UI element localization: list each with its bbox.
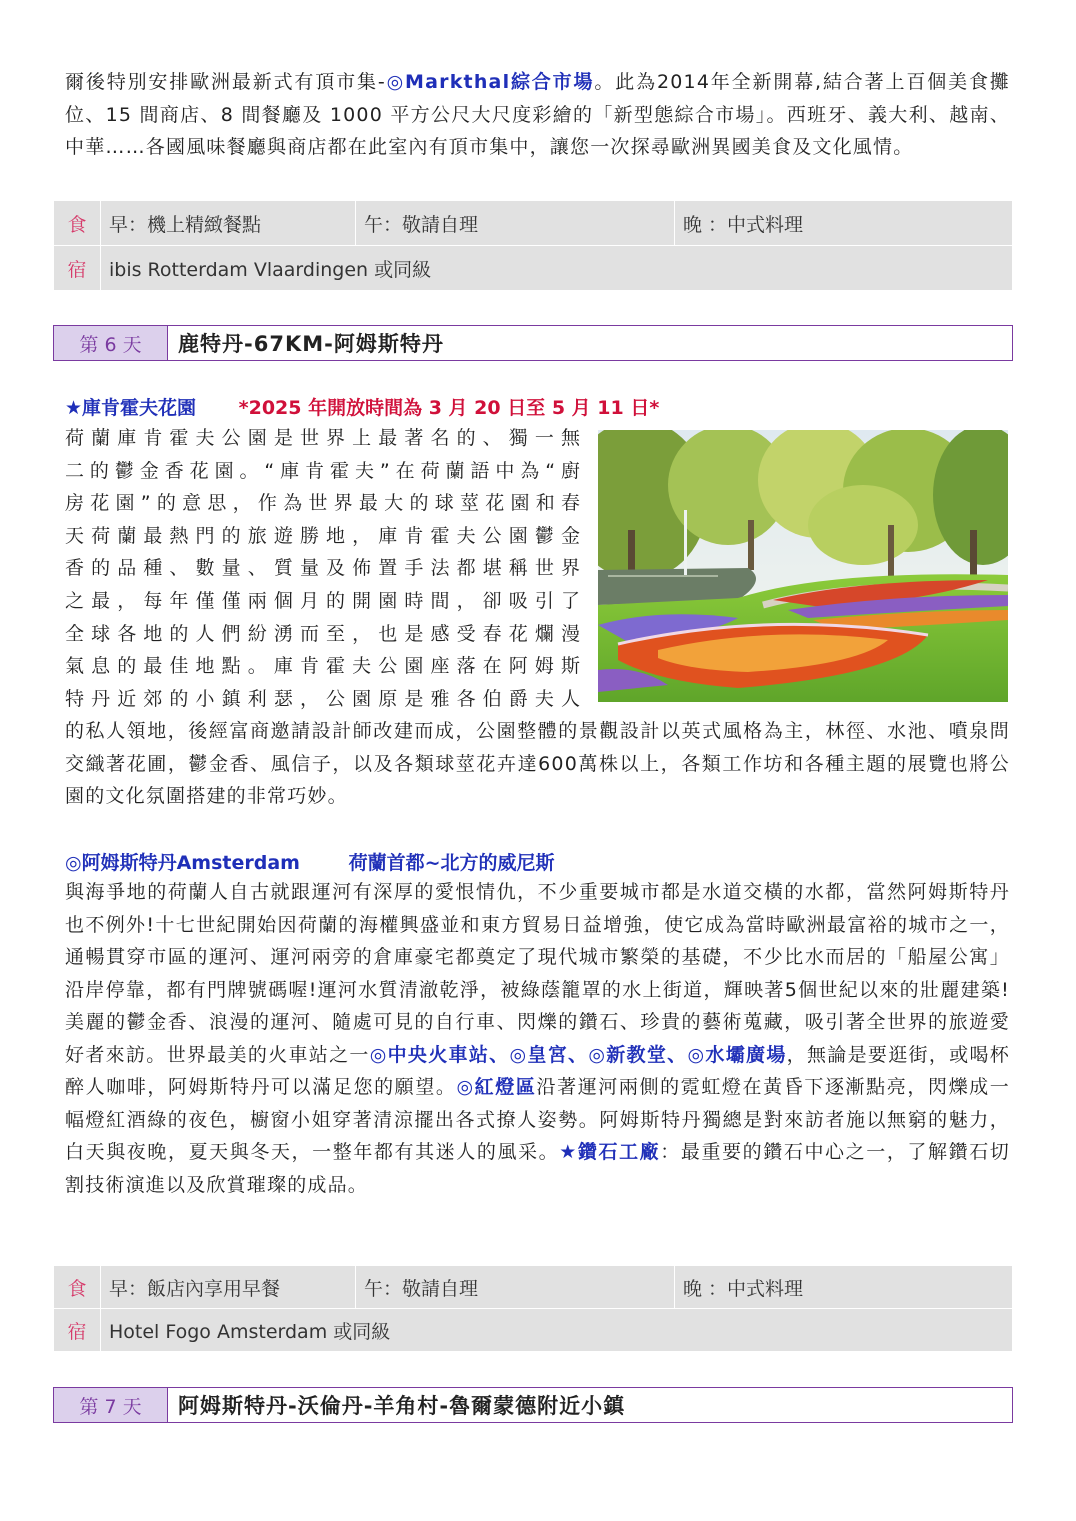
day-label: 第 6 天	[54, 326, 168, 360]
day6-header	[53, 325, 1013, 361]
amsterdam-title-text: ◎阿姆斯特丹Amsterdam	[65, 852, 300, 874]
amsterdam-sights: ◎中央火車站、◎皇宮、◎新教堂、◎水壩廣場	[369, 1043, 787, 1066]
breakfast: 早：飯店內享用早餐	[101, 1266, 356, 1309]
meal-icon: 食	[54, 201, 101, 246]
keukenhof-photo	[598, 430, 1008, 702]
intro-text-rest: 。此為2014年全新開幕,結合著上百個美食攤位、15 間商店、8 間餐廳及 1000 平方公尺大尺度彩繪的「新型態綜合市場」。西班牙、義大利、越南、中華……各國風味餐廳與商店都在此室內有頂市集中，讓您一次探尋歐洲異國美食及文化風情。	[65, 71, 1011, 158]
markthal-highlight: ◎Markthal綜合市場	[385, 71, 595, 93]
hotel: ibis Rotterdam Vlaardingen 或同級	[101, 246, 1013, 291]
keukenhof-text-line: 天荷蘭最熱門的旅遊勝地，庫肯霍夫公園鬱金	[65, 524, 580, 547]
hotel-icon: 宿	[54, 246, 101, 291]
amsterdam-title	[65, 848, 555, 875]
keukenhof-text-line: 荷蘭庫肯霍夫公園是世界上最著名的、獨一無	[65, 427, 580, 449]
keukenhof-opening-note: *2025 年開放時間為 3 月 20 日至 5 月 11 日*	[238, 397, 660, 419]
keukenhof-title-text: ★庫肯霍夫花園	[65, 397, 197, 419]
red-light-district: ◎紅燈區	[456, 1076, 537, 1098]
day-title: 阿姆斯特丹-沃倫丹-羊角村-魯爾蒙德附近小鎮	[178, 1394, 626, 1418]
keukenhof-text-line: 香的品種、數量、質量及佈置手法都堪稱世界	[65, 557, 580, 580]
lunch: 午：敬請自理	[356, 201, 675, 246]
amsterdam-text-3: 沿著運河兩側的霓虹燈在黃昏下逐漸點亮，閃爍成一幅燈紅酒綠的夜色，櫥窗小姐穿著清涼擺出各式撩人姿勢。阿姆斯特丹獨總是對來訪者施以無窮的魅力，白天與夜晚，夏天與冬天，一整年都有其迷人的風采。	[65, 1076, 1010, 1163]
meal-icon: 食	[54, 1266, 101, 1309]
keukenhof-text-line: 之最，每年僅僅兩個月的開園時間，卻吸引了	[65, 590, 580, 612]
intro-text: 爾後特別安排歐洲最新式有頂市集-	[65, 71, 386, 93]
intro-paragraph	[65, 66, 1010, 164]
keukenhof-text-line: 房花園”的意思，作為世界最大的球莖花園和春	[65, 492, 580, 515]
breakfast: 早：機上精緻餐點	[101, 201, 356, 246]
diamond-factory: ★鑽石工廠	[559, 1141, 661, 1163]
keukenhof-text-line: 特丹近郊的小鎮利瑟，公園原是雅各伯爵夫人	[65, 687, 580, 710]
day7-header	[53, 1387, 1013, 1423]
amsterdam-text-4: ：最重要的鑽石中心之一，了解鑽石切割技術演進以及欣賞璀璨的成品。	[65, 1141, 1010, 1196]
amsterdam-text: 與海爭地的荷蘭人自古就跟運河有深厚的愛恨情仇，不少重要城市都是水道交橫的水都，當然阿姆斯特丹也不例外!十七世紀開始因荷蘭的海權興盛並和東方貿易日益增強，使它成為當時歐洲最富裕的城市之一，通暢貫穿市區的運河、運河兩旁的倉庫豪宅都奠定了現代城市繁榮的基礎，不少比水而居的「船屋公寓」沿岸停靠，都有門牌號碼喔!運河水質清澈乾淨，被綠蔭籠罩的水上街道，輝映著5個世紀以來的壯麗建築!美麗的鬱金香、浪漫的運河、隨處可見的自行車、閃爍的鑽石、珍貴的藝術蒐藏，吸引著全世界的旅遊愛好者來訪。世界最美的火車站之一	[65, 881, 1010, 1066]
day5-meal-table	[53, 200, 1013, 291]
day6-meal-table	[53, 1265, 1013, 1352]
keukenhof-text-line: 全球各地的人們紛湧而至，也是感受春花爛漫	[65, 622, 580, 645]
amsterdam-paragraph	[65, 876, 1010, 1201]
hotel: Hotel Fogo Amsterdam 或同級	[101, 1309, 1013, 1352]
amsterdam-subtitle: 荷蘭首都~北方的威尼斯	[348, 852, 555, 874]
day-title: 鹿特丹-67KM-阿姆斯特丹	[178, 332, 444, 356]
keukenhof-text-line: 二的鬱金香花園。“庫肯霍夫”在荷蘭語中為“廚	[65, 459, 580, 482]
dinner: 晚 ：中式料理	[675, 1266, 1013, 1309]
keukenhof-paragraph-rest: 的私人領地，後經富商邀請設計師改建而成，公園整體的景觀設計以英式風格為主，林徑、水池、噴泉問交織著花圃，鬱金香、風信子，以及各類球莖花卉達600萬株以上，各類工作坊和各種主題的展覽也將公園的文化氛圍搭建的非常巧妙。	[65, 720, 1010, 807]
lunch: 午：敬請自理	[356, 1266, 675, 1309]
day-label: 第 7 天	[54, 1388, 168, 1422]
keukenhof-text-line: 氣息的最佳地點。庫肯霍夫公園座落在阿姆斯	[65, 655, 580, 678]
dinner: 晚 ：中式料理	[675, 201, 1013, 246]
amsterdam-text-2: ，無論是要逛街，或喝杯醉人咖啡，阿姆斯特丹可以滿足您的願望。	[65, 1043, 1010, 1098]
keukenhof-title	[65, 393, 659, 420]
hotel-icon: 宿	[54, 1309, 101, 1352]
